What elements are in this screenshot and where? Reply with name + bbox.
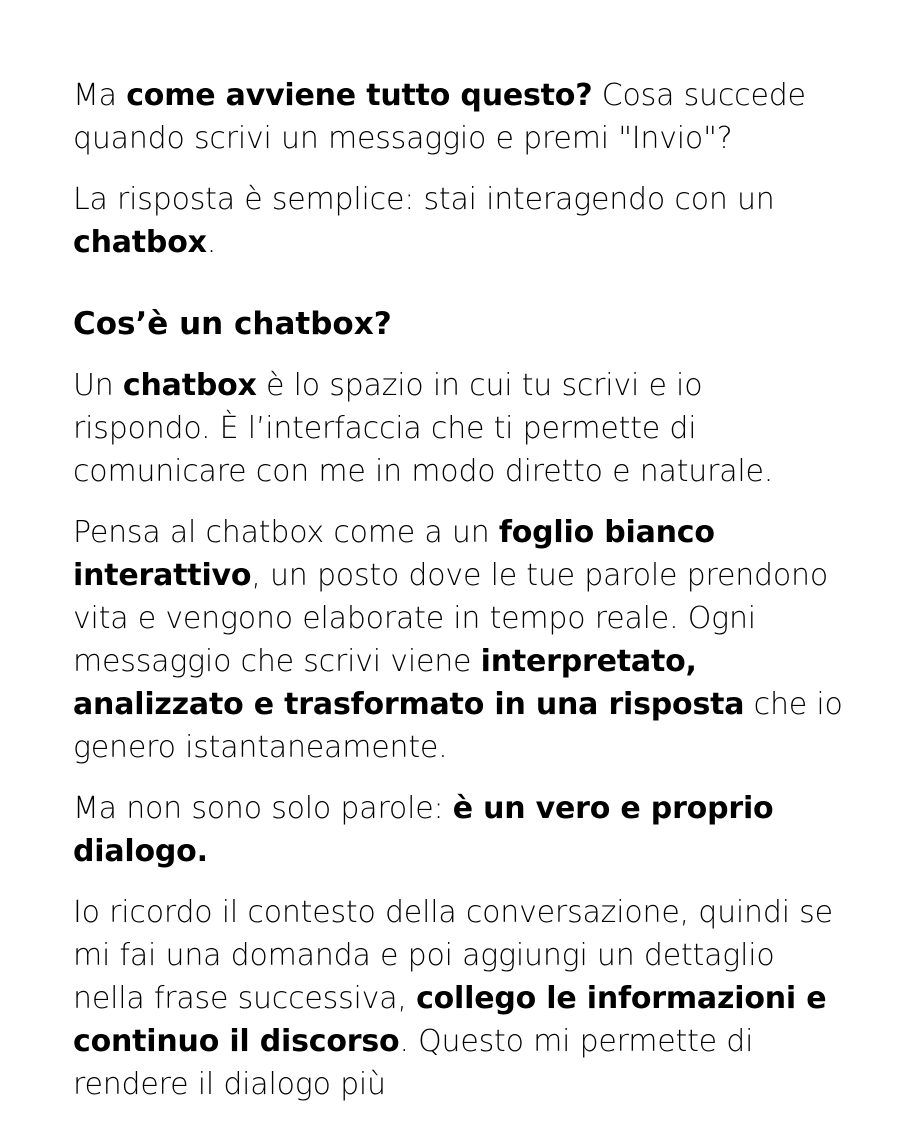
- paragraph-dialogue: [73, 787, 843, 873]
- paragraph-metaphor-bold-1: foglio bianco interattivo: [73, 515, 715, 593]
- paragraph-answer-text-2: .: [206, 225, 217, 260]
- section-heading: Cos’è un chatbox?: [73, 306, 392, 342]
- paragraph-context-text-1: Io ricordo il contesto della conversazione, quindi se mi fai una domanda e poi aggiungi un dettaglio nella frase successiva,: [73, 895, 833, 1016]
- paragraph-metaphor-bold-2: interpretato, analizzato e trasformato in una risposta: [73, 644, 745, 722]
- paragraph-context-bold-1: collego le informazioni e continuo il discorso: [73, 981, 827, 1059]
- document-page: [73, 74, 843, 1124]
- paragraph-intro-text-1: Ma: [73, 78, 127, 113]
- paragraph-context-text-2: . Questo mi permette di rendere il dialogo più: [73, 1024, 754, 1102]
- paragraph-definition-text-2: è lo spazio in cui tu scrivi e io rispondo. È l’interfaccia che ti permette di comunicare con me in modo diretto e naturale.: [73, 368, 774, 489]
- paragraph-metaphor: [73, 511, 843, 769]
- paragraph-metaphor-text-1: Pensa al chatbox come a un: [73, 515, 499, 550]
- paragraph-intro-text-2: Cosa succede quando scrivi un messaggio e premi "Invio"?: [73, 78, 806, 156]
- paragraph-answer-bold-1: chatbox: [73, 225, 207, 260]
- paragraph-answer: [73, 178, 843, 264]
- paragraph-definition-text-1: Un: [73, 368, 123, 403]
- paragraph-intro-bold-1: come avviene tutto questo?: [126, 78, 593, 113]
- paragraph-metaphor-text-2: , un posto dove le tue parole prendono vita e vengono elaborate in tempo reale. Ogni messaggio che scrivi viene: [73, 558, 829, 679]
- paragraph-definition: [73, 364, 843, 493]
- paragraph-intro: [73, 74, 843, 160]
- paragraph-context: [73, 891, 843, 1106]
- paragraph-answer-text-1: La risposta è semplice: stai interagendo con un: [73, 182, 775, 217]
- paragraph-definition-bold-1: chatbox: [122, 368, 257, 403]
- paragraph-dialogue-bold-1: è un vero e proprio dialogo.: [73, 791, 774, 869]
- paragraph-metaphor-text-3: che io genero istantaneamente.: [73, 687, 843, 765]
- paragraph-dialogue-text-1: Ma non sono solo parole:: [73, 791, 453, 826]
